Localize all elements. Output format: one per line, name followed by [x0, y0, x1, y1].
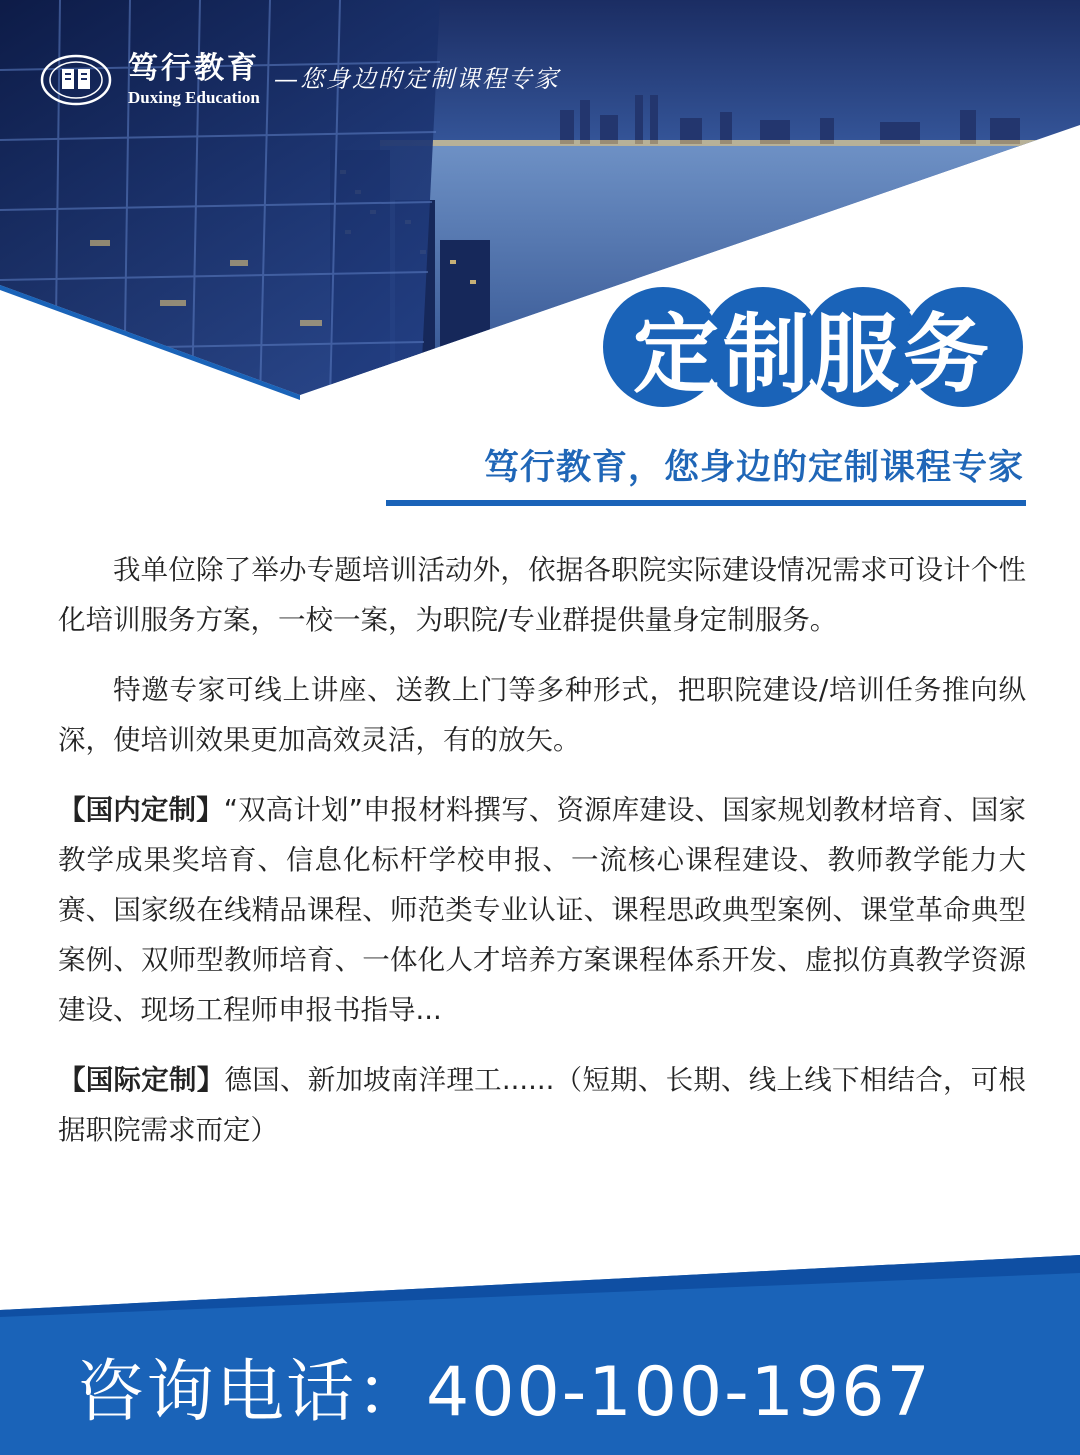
domestic-tag: 【国内定制】: [58, 794, 224, 826]
service-description: [58, 545, 1026, 1175]
international-tag: 【国际定制】: [58, 1064, 225, 1096]
phone-label: 咨询电话：: [76, 1353, 427, 1432]
page-title: 定制服务: [633, 305, 993, 405]
paragraph-intro: 我单位除了举办专题培训活动外，依据各职院实际建设情况需求可设计个性化培训服务方案，一校一案，为职院/专业群提供量身定制服务。: [58, 554, 1026, 636]
brand-logo: [38, 52, 560, 108]
phone-number[interactable]: 400-100-1967: [426, 1353, 932, 1432]
international-text: 德国、新加坡南洋理工......（短期、长期、线上线下相结合，可根据职院需求而定）: [58, 1064, 1026, 1146]
brand-name: [128, 52, 260, 108]
paragraph-international: [58, 1055, 1026, 1155]
domestic-text: “双高计划”申报材料撰写、资源库建设、国家规划教材培育、国家教学成果奖培育、信息化标杆学校申报、一流核心课程建设、教师教学能力大赛、国家级在线精品课程、师范类专业认证、课程思政典型案例、课堂革命典型案例、双师型教师培育、一体化人才培养方案课程体系开发、虚拟仿真教学资源建设、现场工程师申报书指导...: [58, 794, 1027, 1026]
brand-slogan: —您身边的定制课程专家: [274, 64, 560, 93]
emblem-icon: [38, 52, 114, 108]
brand-name-cn: 笃行教育: [128, 51, 260, 86]
subtitle: 笃行教育，您身边的定制课程专家: [483, 448, 1024, 488]
paragraph-experts: 特邀专家可线上讲座、送教上门等多种形式，把职院建设/培训任务推向纵深，使培训效果更加高效灵活，有的放矢。: [58, 674, 1026, 756]
contact-phone: [76, 1338, 932, 1435]
brand-name-en: Duxing Education: [128, 88, 260, 107]
subtitle-underline: [386, 500, 1026, 506]
paragraph-domestic: [58, 785, 1026, 1035]
